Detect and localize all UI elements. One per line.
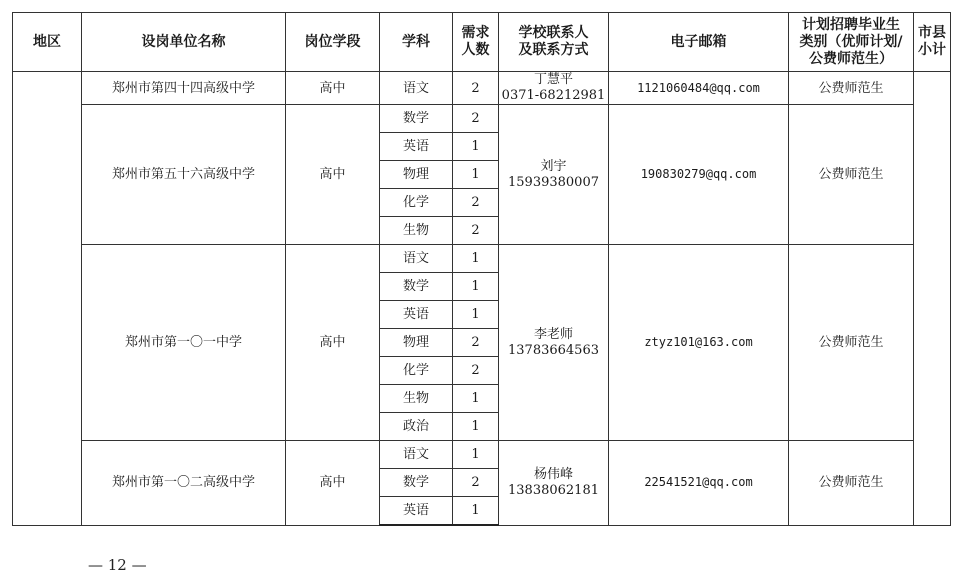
recruitment-table <box>12 12 951 526</box>
subject-cell: 英语 <box>380 133 453 161</box>
subject-cell: 语文 <box>380 72 453 105</box>
table-header-row <box>13 13 951 72</box>
stage-cell: 高中 <box>286 245 380 441</box>
region-cell <box>13 72 82 526</box>
contact-cell <box>499 245 609 441</box>
category-cell: 公费师范生 <box>789 105 914 245</box>
contact-cell <box>499 441 609 526</box>
header-count: 需求 人数 <box>453 13 499 72</box>
header-stage: 岗位学段 <box>286 13 380 72</box>
count-cell: 2 <box>453 105 499 133</box>
count-cell: 1 <box>453 497 499 526</box>
subject-cell: 语文 <box>380 245 453 273</box>
unit-name-cell: 郑州市第四十四高级中学 <box>82 72 286 105</box>
count-cell: 2 <box>453 189 499 217</box>
subject-cell: 生物 <box>380 385 453 413</box>
stage-cell: 高中 <box>286 72 380 105</box>
email-cell: 1121060484@qq.com <box>609 72 789 105</box>
count-cell: 1 <box>453 161 499 189</box>
subject-cell: 数学 <box>380 105 453 133</box>
header-email: 电子邮箱 <box>609 13 789 72</box>
count-cell: 2 <box>453 217 499 245</box>
subject-cell: 英语 <box>380 301 453 329</box>
header-category: 计划招聘毕业生 类别（优师计划/ 公费师范生） <box>789 13 914 72</box>
stage-cell: 高中 <box>286 441 380 526</box>
contact-name: 杨伟峰 <box>533 466 573 482</box>
header-subtotal: 市县 小计 <box>914 13 951 72</box>
subject-cell: 语文 <box>380 441 453 469</box>
contact-phone: 13838062181 <box>508 482 599 498</box>
contact-phone: 15939380007 <box>508 174 599 190</box>
contact-phone: 0371-68212981 <box>501 88 606 103</box>
count-cell: 1 <box>453 385 499 413</box>
contact-name: 丁慧平 <box>533 72 573 87</box>
count-cell: 2 <box>453 72 499 105</box>
count-cell: 1 <box>453 245 499 273</box>
contact-cell <box>499 72 609 105</box>
count-cell: 1 <box>453 273 499 301</box>
header-unit: 设岗单位名称 <box>82 13 286 72</box>
header-contact: 学校联系人 及联系方式 <box>499 13 609 72</box>
subject-cell: 数学 <box>380 469 453 497</box>
header-region: 地区 <box>13 13 82 72</box>
count-cell: 2 <box>453 469 499 497</box>
stage-cell: 高中 <box>286 105 380 245</box>
contact-phone: 13783664563 <box>508 342 599 358</box>
category-cell: 公费师范生 <box>789 72 914 105</box>
email-cell: 190830279@qq.com <box>609 105 789 245</box>
count-cell: 1 <box>453 441 499 469</box>
subject-cell: 物理 <box>380 329 453 357</box>
table-row <box>13 441 951 469</box>
subject-cell: 政治 <box>380 413 453 441</box>
table-row <box>13 105 951 133</box>
category-cell: 公费师范生 <box>789 441 914 526</box>
count-cell: 1 <box>453 301 499 329</box>
header-subject: 学科 <box>380 13 453 72</box>
table-body <box>13 72 951 526</box>
count-cell: 2 <box>453 329 499 357</box>
count-cell: 1 <box>453 133 499 161</box>
contact-name: 刘宇 <box>540 158 567 174</box>
page-number: — 12 — <box>88 556 147 574</box>
category-cell: 公费师范生 <box>789 245 914 441</box>
contact-name: 李老师 <box>533 326 573 342</box>
subject-cell: 化学 <box>380 357 453 385</box>
email-cell: ztyz101@163.com <box>609 245 789 441</box>
unit-name-cell: 郑州市第一〇二高级中学 <box>82 441 286 526</box>
subject-cell: 物理 <box>380 161 453 189</box>
email-cell: 22541521@qq.com <box>609 441 789 526</box>
subject-cell: 英语 <box>380 497 453 526</box>
subtotal-cell <box>914 72 951 526</box>
table-row <box>13 72 951 105</box>
subject-cell: 数学 <box>380 273 453 301</box>
contact-cell <box>499 105 609 245</box>
subject-cell: 化学 <box>380 189 453 217</box>
unit-name-cell: 郑州市第一〇一中学 <box>82 245 286 441</box>
count-cell: 1 <box>453 413 499 441</box>
count-cell: 2 <box>453 357 499 385</box>
subject-cell: 生物 <box>380 217 453 245</box>
unit-name-cell: 郑州市第五十六高级中学 <box>82 105 286 245</box>
table-row <box>13 245 951 273</box>
